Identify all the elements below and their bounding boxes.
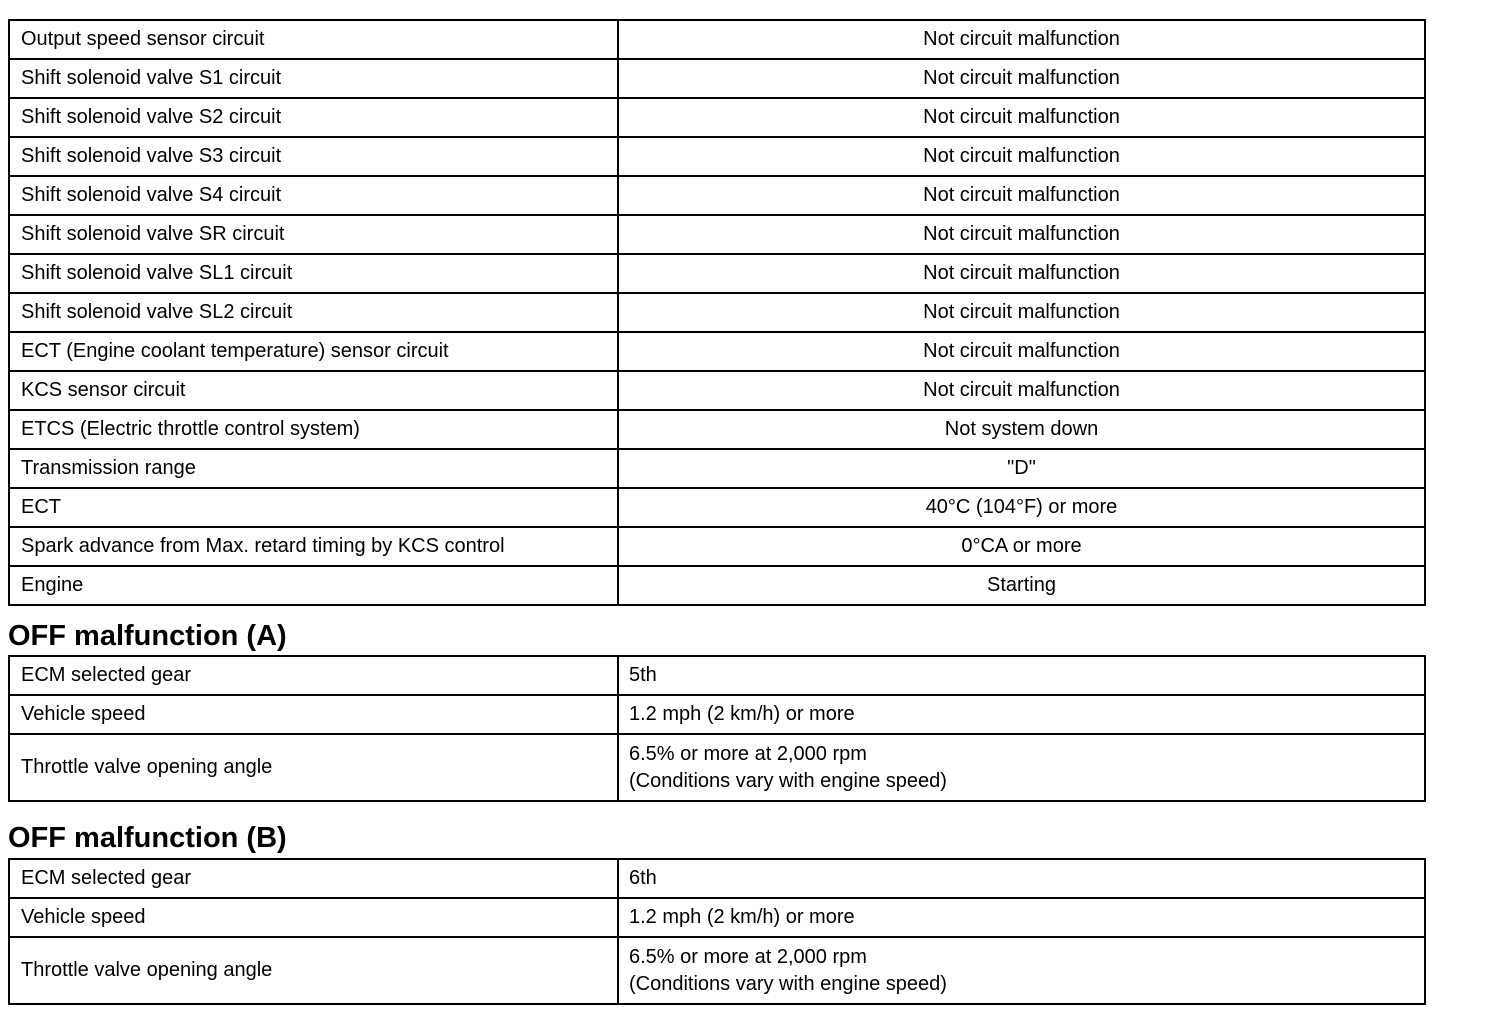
table-row bbox=[9, 332, 1425, 371]
condition-value: Not circuit malfunction bbox=[618, 59, 1425, 98]
condition-value: Not circuit malfunction bbox=[618, 137, 1425, 176]
table-row bbox=[9, 98, 1425, 137]
condition-item: KCS sensor circuit bbox=[9, 371, 618, 410]
table-row bbox=[9, 20, 1425, 59]
condition-value: Not circuit malfunction bbox=[618, 254, 1425, 293]
table-row bbox=[9, 937, 1425, 1004]
table-row bbox=[9, 566, 1425, 605]
condition-value: "D" bbox=[618, 449, 1425, 488]
condition-item: Shift solenoid valve S2 circuit bbox=[9, 98, 618, 137]
condition-item: Vehicle speed bbox=[9, 695, 618, 734]
condition-item: ECT (Engine coolant temperature) sensor circuit bbox=[9, 332, 618, 371]
condition-item: Output speed sensor circuit bbox=[9, 20, 618, 59]
table-row bbox=[9, 695, 1425, 734]
condition-value: Not circuit malfunction bbox=[618, 371, 1425, 410]
table-row bbox=[9, 176, 1425, 215]
off-malfunction-b-table bbox=[8, 858, 1426, 1005]
table-row bbox=[9, 254, 1425, 293]
table-row bbox=[9, 215, 1425, 254]
condition-value: 0°CA or more bbox=[618, 527, 1425, 566]
condition-item: ETCS (Electric throttle control system) bbox=[9, 410, 618, 449]
condition-item: Shift solenoid valve SR circuit bbox=[9, 215, 618, 254]
table-row bbox=[9, 293, 1425, 332]
condition-item: Spark advance from Max. retard timing by KCS control bbox=[9, 527, 618, 566]
condition-item: Transmission range bbox=[9, 449, 618, 488]
condition-item: Shift solenoid valve S1 circuit bbox=[9, 59, 618, 98]
condition-value: Not system down bbox=[618, 410, 1425, 449]
condition-item: Engine bbox=[9, 566, 618, 605]
table-row bbox=[9, 488, 1425, 527]
table-row bbox=[9, 449, 1425, 488]
section-heading-off-malfunction-b: OFF malfunction (B) bbox=[8, 822, 287, 854]
condition-value: Not circuit malfunction bbox=[618, 98, 1425, 137]
condition-item: Shift solenoid valve S4 circuit bbox=[9, 176, 618, 215]
condition-value: Not circuit malfunction bbox=[618, 20, 1425, 59]
condition-value: 1.2 mph (2 km/h) or more bbox=[618, 695, 1425, 734]
table-row bbox=[9, 656, 1425, 695]
condition-item: Throttle valve opening angle bbox=[9, 734, 618, 801]
condition-value: 6.5% or more at 2,000 rpm (Conditions vary with engine speed) bbox=[618, 734, 1425, 801]
condition-item: Throttle valve opening angle bbox=[9, 937, 618, 1004]
table-row bbox=[9, 371, 1425, 410]
condition-item: ECM selected gear bbox=[9, 859, 618, 898]
condition-item: Shift solenoid valve SL2 circuit bbox=[9, 293, 618, 332]
table-row bbox=[9, 59, 1425, 98]
table-row bbox=[9, 137, 1425, 176]
condition-value: Starting bbox=[618, 566, 1425, 605]
condition-value: Not circuit malfunction bbox=[618, 332, 1425, 371]
table-row bbox=[9, 859, 1425, 898]
condition-item: ECT bbox=[9, 488, 618, 527]
condition-value: Not circuit malfunction bbox=[618, 215, 1425, 254]
condition-value: 5th bbox=[618, 656, 1425, 695]
condition-item: Shift solenoid valve SL1 circuit bbox=[9, 254, 618, 293]
conditions-table bbox=[8, 19, 1426, 606]
condition-value: 6.5% or more at 2,000 rpm (Conditions vary with engine speed) bbox=[618, 937, 1425, 1004]
condition-item: Vehicle speed bbox=[9, 898, 618, 937]
table-row bbox=[9, 898, 1425, 937]
section-heading-off-malfunction-a: OFF malfunction (A) bbox=[8, 620, 287, 652]
condition-item: Shift solenoid valve S3 circuit bbox=[9, 137, 618, 176]
condition-item: ECM selected gear bbox=[9, 656, 618, 695]
condition-value: 40°C (104°F) or more bbox=[618, 488, 1425, 527]
condition-value: Not circuit malfunction bbox=[618, 176, 1425, 215]
condition-value: 6th bbox=[618, 859, 1425, 898]
table-row bbox=[9, 734, 1425, 801]
off-malfunction-a-table bbox=[8, 655, 1426, 802]
condition-value: Not circuit malfunction bbox=[618, 293, 1425, 332]
table-row bbox=[9, 410, 1425, 449]
table-row bbox=[9, 527, 1425, 566]
condition-value: 1.2 mph (2 km/h) or more bbox=[618, 898, 1425, 937]
